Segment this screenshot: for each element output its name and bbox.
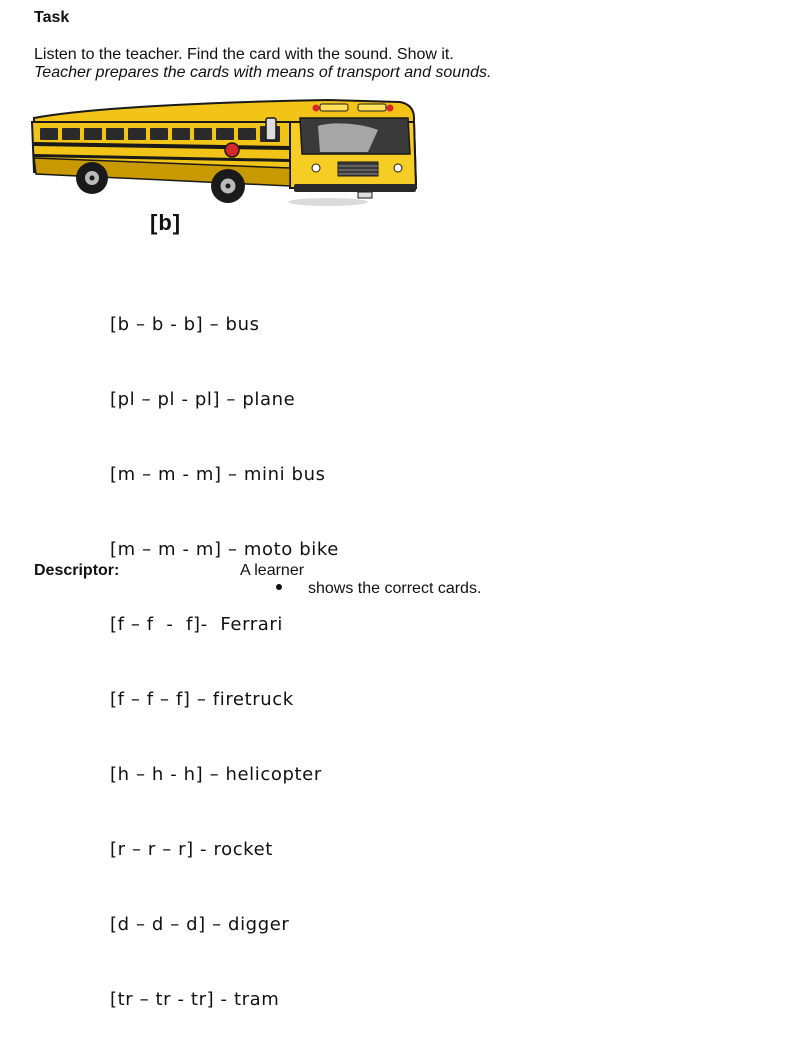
descriptor-text: A learner <box>240 562 305 579</box>
task-instruction: Listen to the teacher. Find the card with the sound. Show it. <box>34 46 454 63</box>
sound-card-item: [r – r – r] - rocket <box>110 839 273 860</box>
criterion-text: shows the correct cards. <box>308 580 482 597</box>
sound-card-item: [m – m - m] – mini bus <box>110 464 326 485</box>
descriptor-label: Descriptor: <box>34 562 120 579</box>
school-bus-icon <box>28 96 422 208</box>
descriptor-criterion <box>276 580 481 598</box>
sound-card-item: [m – m - m] – moto bike <box>110 539 339 560</box>
sound-card-item: [tr – tr - tr] - tram <box>110 989 280 1010</box>
sound-card-item: [h – h - h] – helicopter <box>110 764 322 785</box>
sound-card-list <box>110 262 339 1037</box>
sound-card-item: [pl – pl - pl] – plane <box>110 389 296 410</box>
sound-label: [b] <box>150 210 182 235</box>
teacher-note: Teacher prepares the cards with means of transport and sounds. <box>34 64 492 81</box>
task-heading: Task <box>34 9 70 26</box>
sound-card-item: [d – d – d] – digger <box>110 914 290 935</box>
sound-card-item: [f – f - f]- Ferrari <box>110 614 283 635</box>
bullet-icon <box>276 584 282 590</box>
sound-card-item: [b – b - b] – bus <box>110 314 260 335</box>
sound-card-item: [f – f – f] – firetruck <box>110 689 294 710</box>
